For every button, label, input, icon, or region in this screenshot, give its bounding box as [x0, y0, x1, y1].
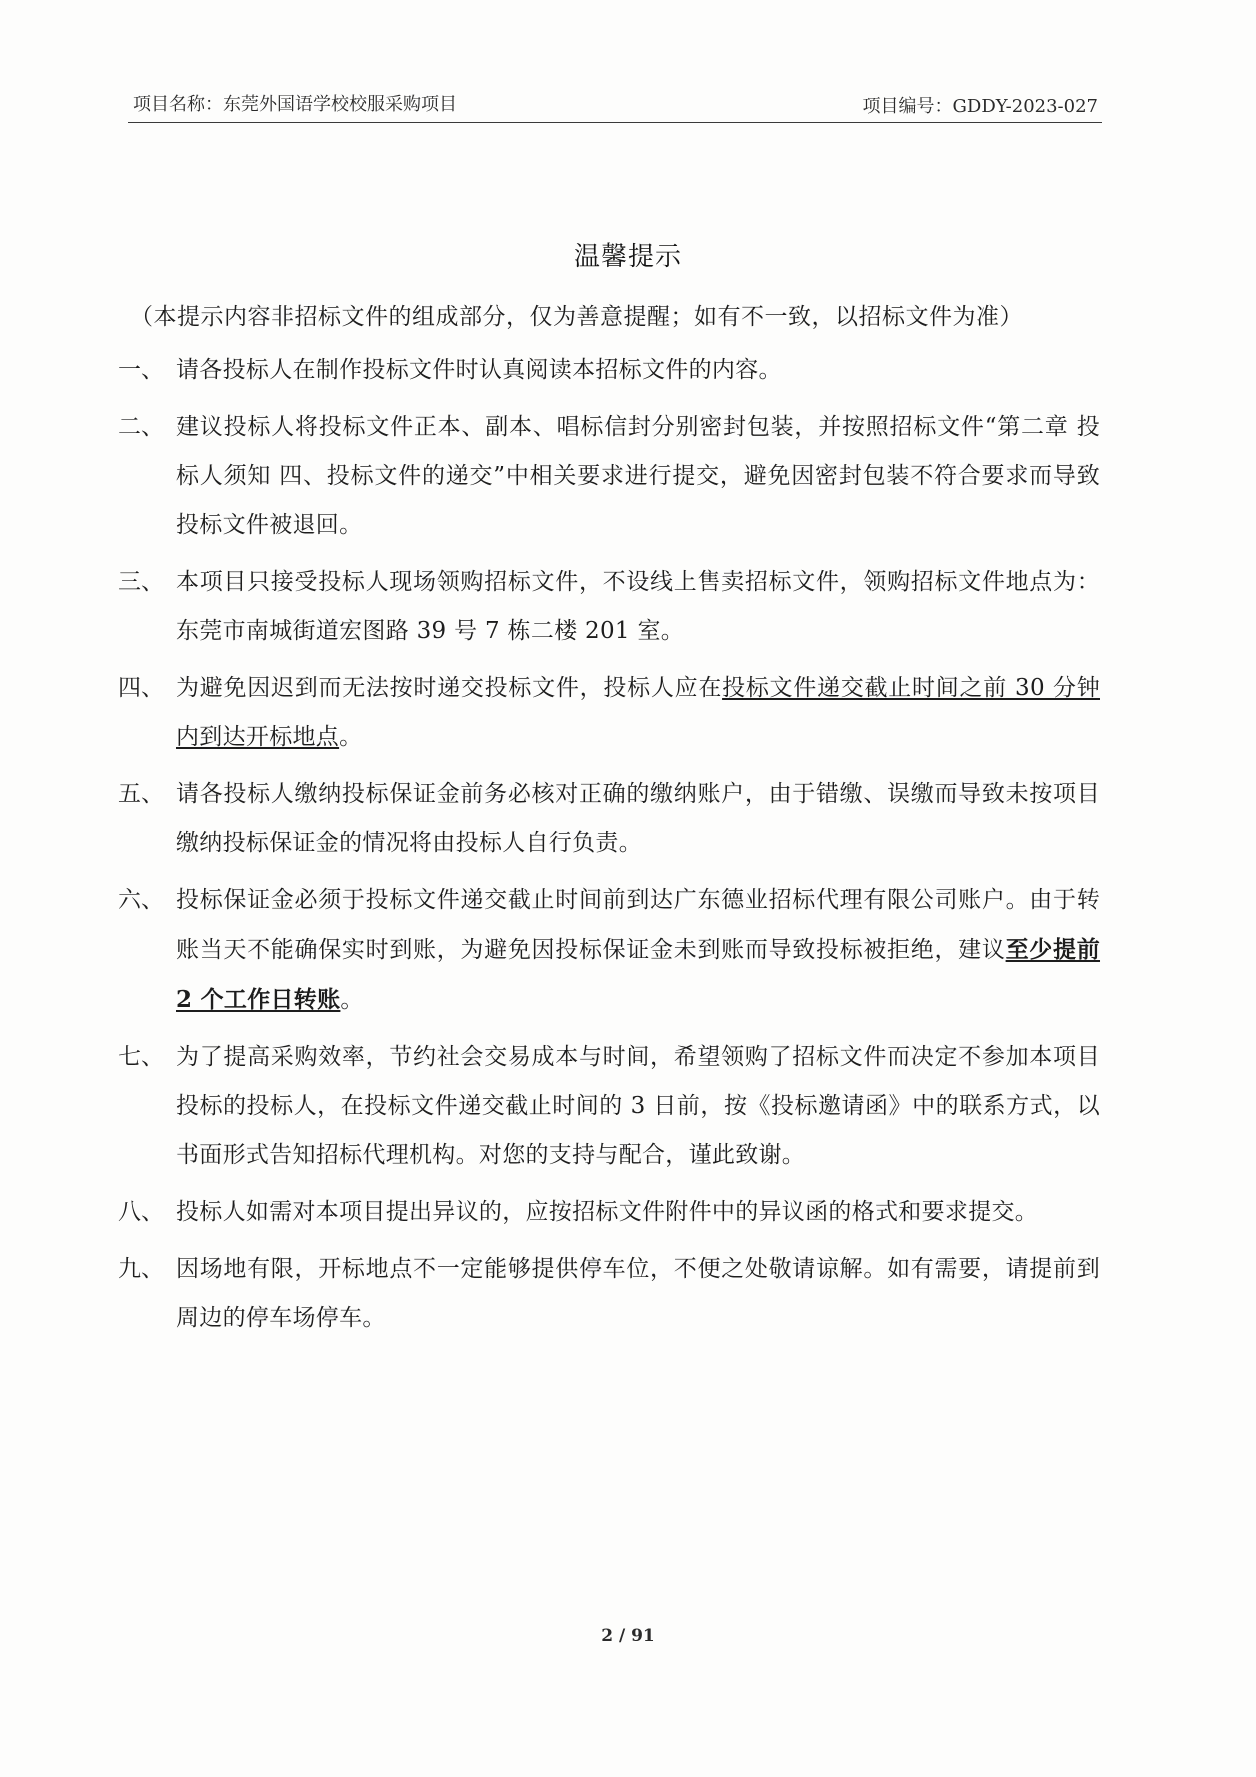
item-number: 一、 [118, 357, 164, 383]
notice-item-1 [118, 346, 1100, 395]
item-text: 建议投标人将投标文件正本、副本、唱标信封分别密封包装，并按照招标文件“第二章 投标人须知 四、投标文件的递交”中相关要求进行提交，避免因密封包装不符合要求而导致投标文件被退回。 [176, 414, 1100, 538]
item-number: 三、 [118, 569, 164, 595]
item-text-part: 。 [340, 987, 364, 1013]
notice-item-3 [118, 558, 1100, 656]
project-code: 项目编号：GDDY-2023-027 [862, 96, 1098, 117]
item-number: 六、 [118, 887, 164, 913]
item-number: 五、 [118, 781, 164, 807]
item-text [176, 876, 1100, 1025]
item-text-part: 投标保证金必须于投标文件递交截止时间前到达广东德业招标代理有限公司账户。由于转账当天不能确保实时到账，为避免因投标保证金未到账而导致投标被拒绝，建议 [176, 887, 1100, 963]
notice-item-9 [118, 1245, 1100, 1343]
item-number: 四、 [118, 675, 164, 701]
underlined-deadline-text: 投标文件递交截止时间之前 30 分钟内到达开标地点 [176, 675, 1100, 750]
item-text-part: 。 [339, 724, 363, 750]
notice-list [118, 346, 1100, 1351]
item-text: 请各投标人在制作投标文件时认真阅读本招标文件的内容。 [176, 357, 782, 383]
notice-item-6 [118, 876, 1100, 1025]
page-title: 温馨提示 [573, 242, 682, 272]
underlined-transfer-text: 至少提前 2 个工作日转账 [176, 936, 1101, 1013]
notice-item-7 [118, 1033, 1100, 1180]
item-number: 二、 [118, 414, 164, 440]
item-text: 为了提高采购效率，节约社会交易成本与时间，希望领购了招标文件而决定不参加本项目投标的投标人，在投标文件递交截止时间的 3 日前，按《投标邀请函》中的联系方式，以书面形式告知招标代理机构。对您的支持与配合，谨此致谢。 [176, 1044, 1100, 1168]
project-name: 项目名称：东莞外国语学校校服采购项目 [133, 94, 457, 115]
item-number: 七、 [118, 1044, 164, 1070]
item-text: 因场地有限，开标地点不一定能够提供停车位，不便之处敬请谅解。如有需要，请提前到周边的停车场停车。 [176, 1256, 1100, 1331]
notice-item-4 [118, 664, 1100, 762]
disclaimer-note: （本提示内容非招标文件的组成部分，仅为善意提醒；如有不一致，以招标文件为准） [130, 304, 1023, 330]
item-text [176, 664, 1100, 762]
notice-item-5 [118, 770, 1100, 868]
item-text: 请各投标人缴纳投标保证金前务必核对正确的缴纳账户，由于错缴、误缴而导致未按项目缴纳投标保证金的情况将由投标人自行负责。 [176, 781, 1100, 856]
item-text-part: 为避免因迟到而无法按时递交投标文件，投标人应在 [176, 675, 723, 701]
item-number: 八、 [118, 1199, 164, 1225]
item-text: 投标人如需对本项目提出异议的，应按招标文件附件中的异议函的格式和要求提交。 [176, 1199, 1039, 1225]
page-header [128, 92, 1102, 123]
item-text: 本项目只接受投标人现场领购招标文件，不设线上售卖招标文件，领购招标文件地点为：东莞市南城街道宏图路 39 号 7 栋二楼 201 室。 [176, 569, 1100, 644]
item-number: 九、 [118, 1256, 164, 1282]
notice-item-2 [118, 403, 1100, 550]
page-number: 2 / 91 [601, 1626, 655, 1646]
notice-item-8 [118, 1188, 1100, 1237]
